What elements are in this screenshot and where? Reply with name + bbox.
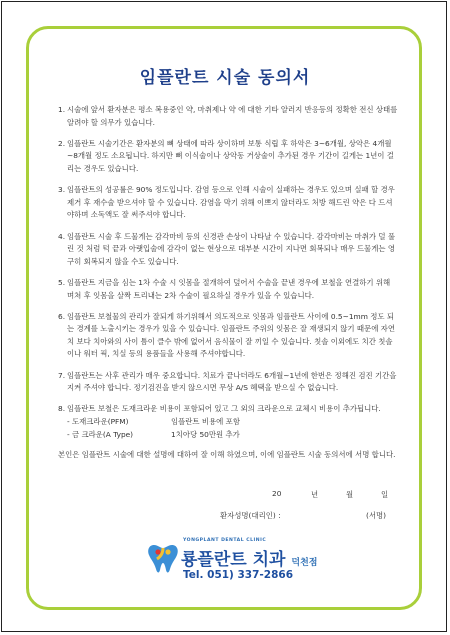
consent-item-text: 시술에 앞서 환자분은 평소 복용중인 약, 마취제나 약 에 대한 기타 알러지 반응등의 정확한 전신 상태를 알려야 할 의무가 있습니다. [67,105,398,127]
clinic-logo [147,538,337,588]
closing-statement: 본인은 임플란트 시술에 대한 설명에 대하여 잘 이해 하였으며, 이에 임플란트 시술 동의서에 서명 합니다. [58,449,396,459]
consent-item-text: 임플란트 보철은 도재크라운 비용이 포함되어 있고 그 외의 크라운으로 교체시 비용이 추가됩니다. [67,404,381,414]
date-year-label: 년 [311,490,319,499]
date-day-label: 일 [381,490,389,499]
consent-item-text: 임플란트 지금을 심는 1차 수술 시 잇몸을 절개하여 덮어서 수술을 끝낸 경우에 보철을 연결하기 위해 며쳐 후 잇몸을 살짝 트리내는 2차 수술이 필요하실 경우가 있을 수 있습니다. [67,277,391,300]
consent-item-5: 5. 임플란트 지금을 심는 1차 수술 시 잇몸을 절개하여 덮어서 수술을 끝낸 경우에 보철을 연결하기 위해 며쳐 후 잇몸을 살짝 트리내는 2차 수술이 필요하실 경우가 있을 수 있습니다. [58,277,398,302]
clinic-english-name: YONGPLANT DENTAL CLINIC [183,538,267,543]
consent-item-1: 1. 시술에 앞서 환자분은 평소 복용중인 약, 마취제나 약 에 대한 기타 알러지 반응등의 정확한 전신 상태를 알려야 할 의무가 있습니다. [58,104,398,129]
consent-body [58,104,398,461]
consent-item-text: 임플란트는 사후 관리가 매우 중요합니다. 치료가 끝나더라도 6개월~1년에 한번은 정해진 검진 기간을 지켜 주셔야 합니다. 정기검진을 받지 않으시면 무상 A/S 혜택을 받으실 수 없습니다. [67,370,397,393]
consent-item-6: 6. 임플란트 보철물의 관리가 잘되게 하기위해서 의도적으로 잇몸과 임플란트 사이에 0.5~1mm 정도 되는 경계를 노출시키는 경우가 있을 수 있습니다. 임플란트 주위의 잇몸은 잘 재생되지 않기 때문에 자연치 보다 치아와의 사이 틈이 클수 밖에 없어서 음식물이 잘 끼일 수 있습니다. 칫솔 이외에도 치간 칫솔이나 워터 픽, 치실 등의 용품들을 사용해 주셔야합니다. [58,311,398,361]
price-row-pfm: - 도재크라운(PFM) 임플란트 비용에 포함 [67,417,240,427]
price-row-gold: - 금 크라운(A Type) 1치아당 50만원 추가 [67,429,240,439]
consent-item-text: 임플란트의 성공률은 90% 정도입니다. 감염 등으로 인해 시술이 실패하는 경우도 있으며 실패 할 경우 제거 후 재수술 받으셔야 할 수 있습니다. 감염을 막기 위해 이쁘지 않더라도 처방 해드린 약은 다 드셔야하며 소독액도 잘 써주셔야 합니다. [67,185,395,220]
consent-item-text: 임플란트 보철물의 관리가 잘되게 하기위해서 의도적으로 잇몸과 임플란트 사이에 0.5~1mm 정도 되는 경계를 노출시키는 경우가 있을 수 있습니다. 임플란트 주위의 잇몸은 잘 재생되지 않기 때문에 자연치 보다 치아와의 사이 틈이 클수 밖에 없어서 음식물이 잘 끼일 수 있습니다. 칫솔 이외에도 치간 칫솔이나 워터 픽, 치실 등의 용품들을 사용해 주셔야합니다. [67,311,395,359]
consent-item-4: 4. 임플란트 시술 후 드물게는 감각마비 등의 신경관 손상이 나타날 수 있습니다. 감각마비는 마취가 덜 풀린 것 처럼 턱 끝과 아랫입술에 감각이 없는 현상으로 대부분 시간이 지나면 회복되나 매우 드물게는 영구히 회복되지 않을 수도 있습니다. [58,231,398,269]
consent-item-text: 임플란트 시술 후 드물게는 감각마비 등의 신경관 손상이 나타날 수 있습니다. 감각마비는 마취가 덜 풀린 것 처럼 턱 끝과 아랫입술에 감각이 없는 현상으로 대부분 시간이 지나면 회복되나 매우 드물게는 영구히 회복되지 않을 수도 있습니다. [67,231,395,266]
document-title: 임플란트 시술 동의서 [139,68,311,88]
consent-item-7: 7. 임플란트는 사후 관리가 매우 중요합니다. 치료가 끝나더라도 6개월~1년에 한번은 정해진 검진 기간을 지켜 주셔야 합니다. 정기검진을 받지 않으시면 무상 A/S 혜택을 받으실 수 없습니다. [58,370,398,395]
consent-item-text: 임플란트 시술기간은 환자분의 뼈 상태에 따라 상이하며 보통 식립 후 하악은 3~6개월, 상악은 4개월~8개월 정도 소요됩니다. 하지만 뼈 이식술이나 상악동 거상술이 추가된 경우 기간이 길게는 1년이 걸리는 경우도 있습니다. [67,138,394,173]
consent-item-2: 2. 임플란트 시술기간은 환자분의 뼈 상태에 따라 상이하며 보통 식립 후 하악은 3~6개월, 상악은 4개월~8개월 정도 소요됩니다. 하지만 뼈 이식술이나 상악동 거상술이 추가된 경우 기간이 길게는 1년이 걸리는 경우도 있습니다. [58,138,398,176]
tooth-logo-icon [147,542,179,576]
date-year: 20 [272,489,282,498]
signature-label: 환자성명(대리인) : [220,511,281,520]
clinic-branch: 덕천점 [291,558,318,568]
clinic-phone: Tel. 051) 337-2866 [183,569,294,581]
signature-suffix: (서명) [366,511,387,520]
clinic-name: 룡플란트 치과 [181,550,286,570]
date-month-label: 월 [346,490,354,499]
consent-item-8: 8. 임플란트 보철은 도재크라운 비용이 포함되어 있고 그 외의 크라운으로 교체시 비용이 추가됩니다. - 도재크라운(PFM) 임플란트 비용에 포함 - 금 크라운(A Type) 1치아당 50만원 추가 [58,403,398,441]
consent-item-3: 3. 임플란트의 성공률은 90% 정도입니다. 감염 등으로 인해 시술이 실패하는 경우도 있으며 실패 할 경우 제거 후 재수술 받으셔야 할 수 있습니다. 감염을 막기 위해 이쁘지 않더라도 처방 해드린 약은 다 드셔야하며 소독액도 잘 써주셔야 합니다. [58,184,398,222]
